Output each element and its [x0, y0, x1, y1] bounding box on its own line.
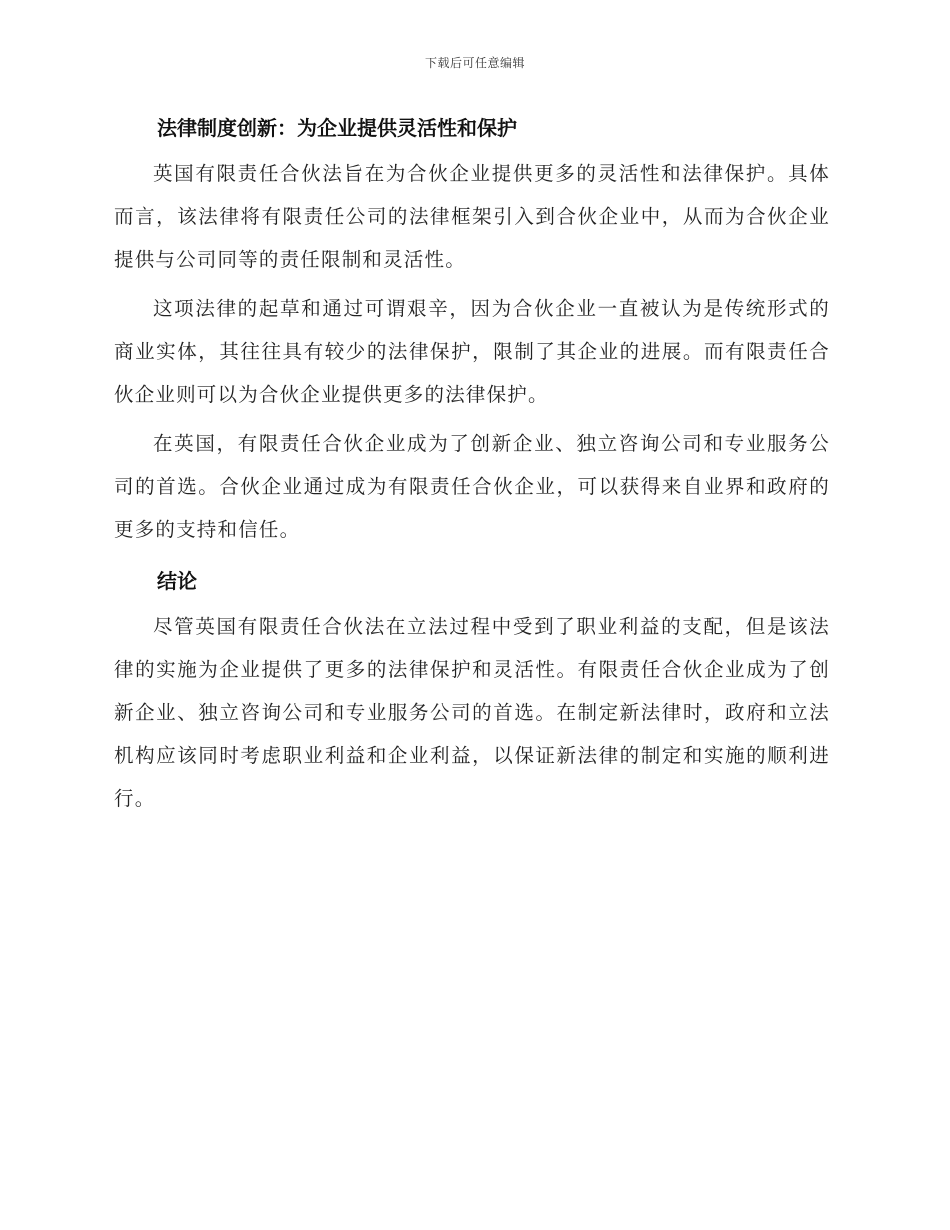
paragraph: 尽管英国有限责任合伙法在立法过程中受到了职业利益的支配，但是该法律的实施为企业提供了更多的法律保护和灵活性。有限责任合伙企业成为了创新企业、独立咨询公司和专业服务公司的首选。在制定新法律时，政府和立法机构应该同时考虑职业利益和企业利益，以保证新法律的制定和实施的顺利进行。 [114, 615, 830, 810]
section-heading: 结论 [157, 569, 197, 593]
paragraph: 这项法律的起草和通过可谓艰辛，因为合伙企业一直被认为是传统形式的商业实体，其往往具有较少的法律保护，限制了其企业的进展。而有限责任合伙企业则可以为合伙企业提供更多的法律保护。 [114, 297, 830, 406]
paragraph: 在英国，有限责任合伙企业成为了创新企业、独立咨询公司和专业服务公司的首选。合伙企业通过成为有限责任合伙企业，可以获得来自业界和政府的更多的支持和信任。 [114, 432, 830, 541]
section-heading: 法律制度创新：为企业提供灵活性和保护 [157, 116, 517, 140]
document-body [114, 108, 830, 826]
header-note: 下载后可任意编辑 [424, 56, 525, 70]
paragraph: 英国有限责任合伙法旨在为合伙企业提供更多的灵活性和法律保护。具体而言，该法律将有限责任公司的法律框架引入到合伙企业中，从而为合伙企业提供与公司同等的责任限制和灵活性。 [114, 162, 830, 271]
